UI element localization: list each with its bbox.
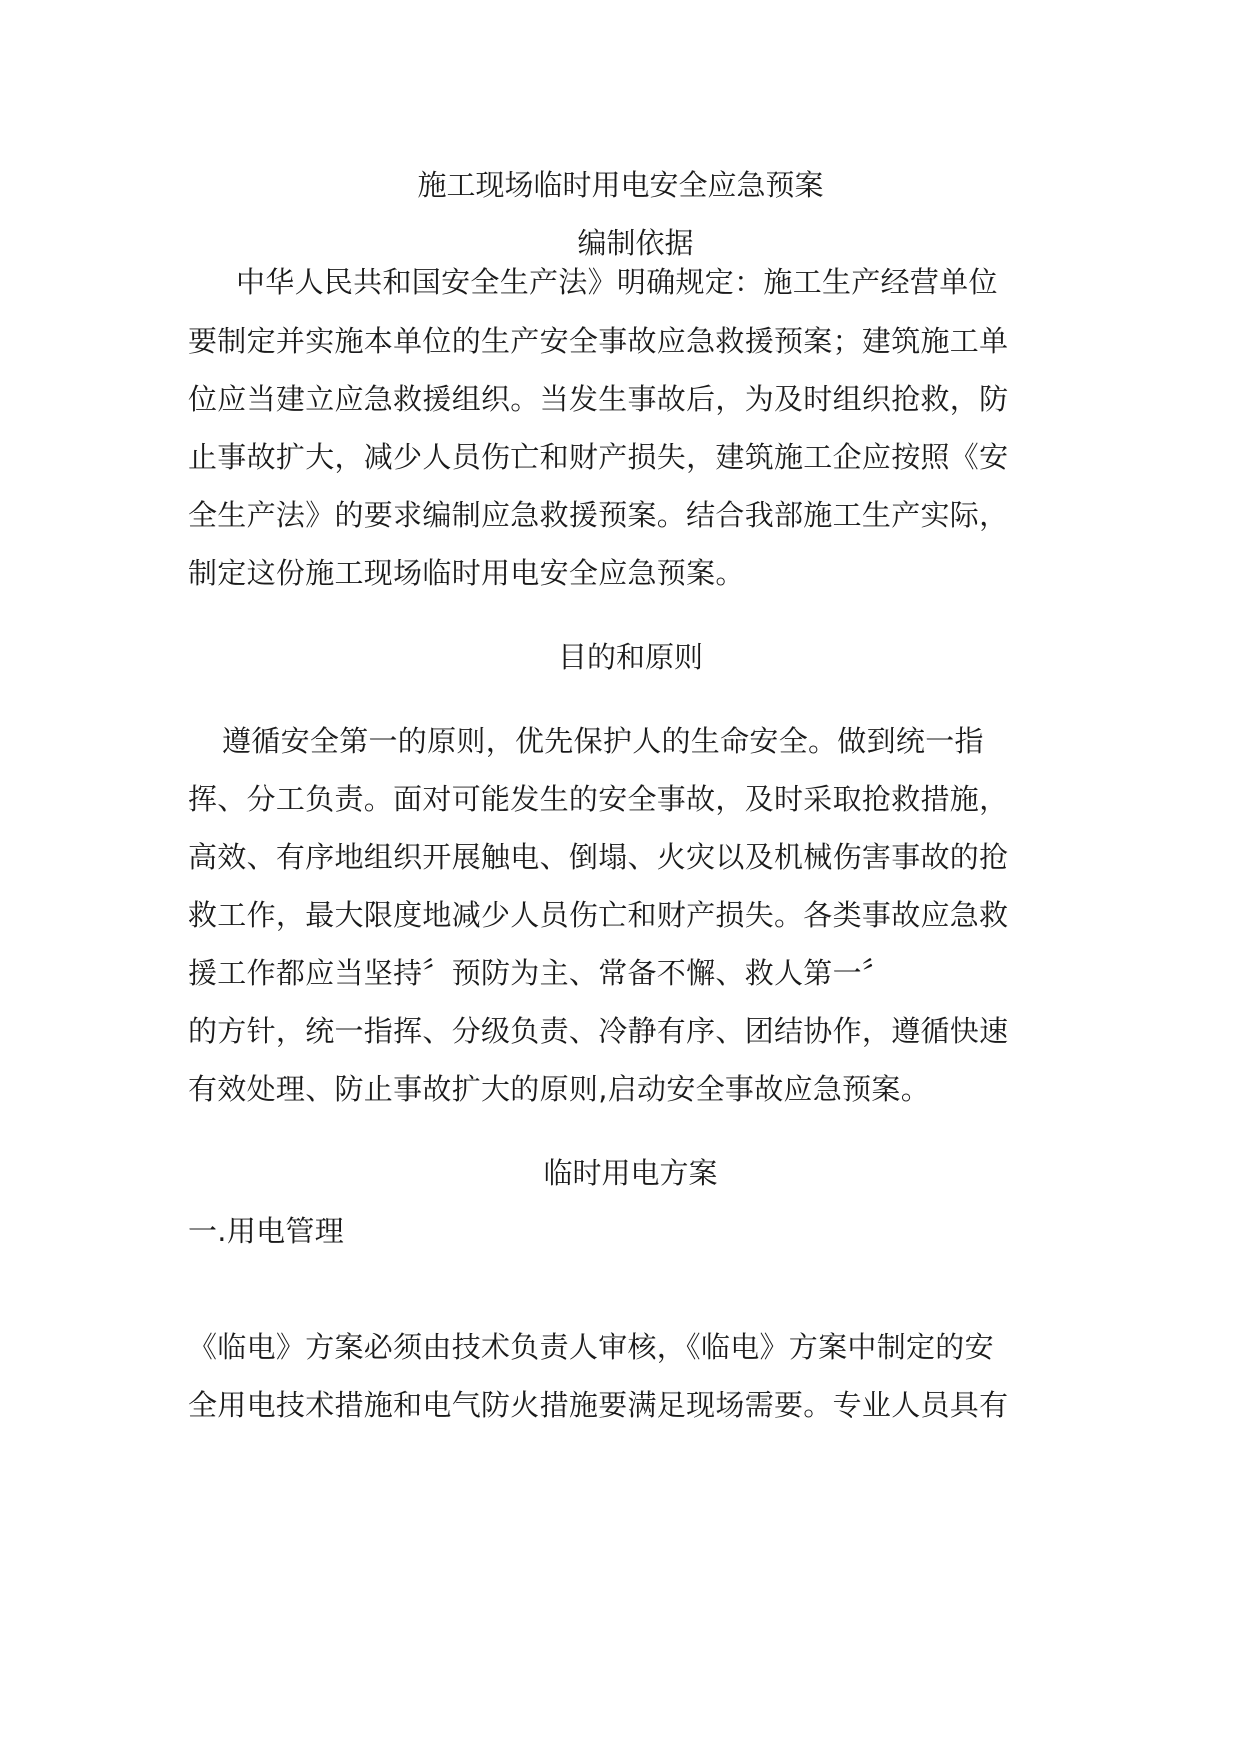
paragraph-line: 制定这份施工现场临时用电安全应急预案。 [188,556,745,590]
paragraph-line: 的方针，统一指挥、分级负责、冷静有序、团结协作，遵循快速 [188,1014,1009,1048]
paragraph-line: 全生产法》的要求编制应急救援预案。结合我部施工生产实际， [188,498,1009,532]
section-heading-plan: 临时用电方案 [543,1156,718,1190]
paragraph-line: 位应当建立应急救援组织。当发生事故后，为及时组织抢救，防 [188,382,1009,416]
paragraph-line: 遵循安全第一的原则，优先保护人的生命安全。做到统一指 [222,724,984,758]
paragraph-line: 要制定并实施本单位的生产安全事故应急救援预案；建筑施工单 [188,324,1009,358]
document-title: 施工现场临时用电安全应急预案 [417,168,824,202]
section-heading-basis: 编制依据 [577,226,694,260]
paragraph-line: 《临电》方案必须由技术负责人审核，《临电》方案中制定的安 [188,1330,994,1364]
paragraph-line: 援工作都应当坚持〞预防为主、常备不懈、救人第一〞 [188,956,892,990]
paragraph-line: 中华人民共和国安全生产法》明确规定：施工生产经营单位 [236,265,998,299]
paragraph-line: 高效、有序地组织开展触电、倒塌、火灾以及机械伤害事故的抢 [188,840,1009,874]
subsection-heading: 一.用电管理 [188,1214,345,1248]
paragraph-line: 止事故扩大，减少人员伤亡和财产损失，建筑施工企应按照《安 [188,440,1009,474]
section-heading-purpose: 目的和原则 [557,640,703,674]
paragraph-line: 救工作，最大限度地减少人员伤亡和财产损失。各类事故应急救 [188,898,1009,932]
paragraph-line: 有效处理、防止事故扩大的原则,启动安全事故应急预案。 [188,1072,931,1106]
paragraph-line: 全用电技术措施和电气防火措施要满足现场需要。专业人员具有 [188,1388,1009,1422]
paragraph-line: 挥、分工负责。面对可能发生的安全事故，及时采取抢救措施， [188,782,1009,816]
